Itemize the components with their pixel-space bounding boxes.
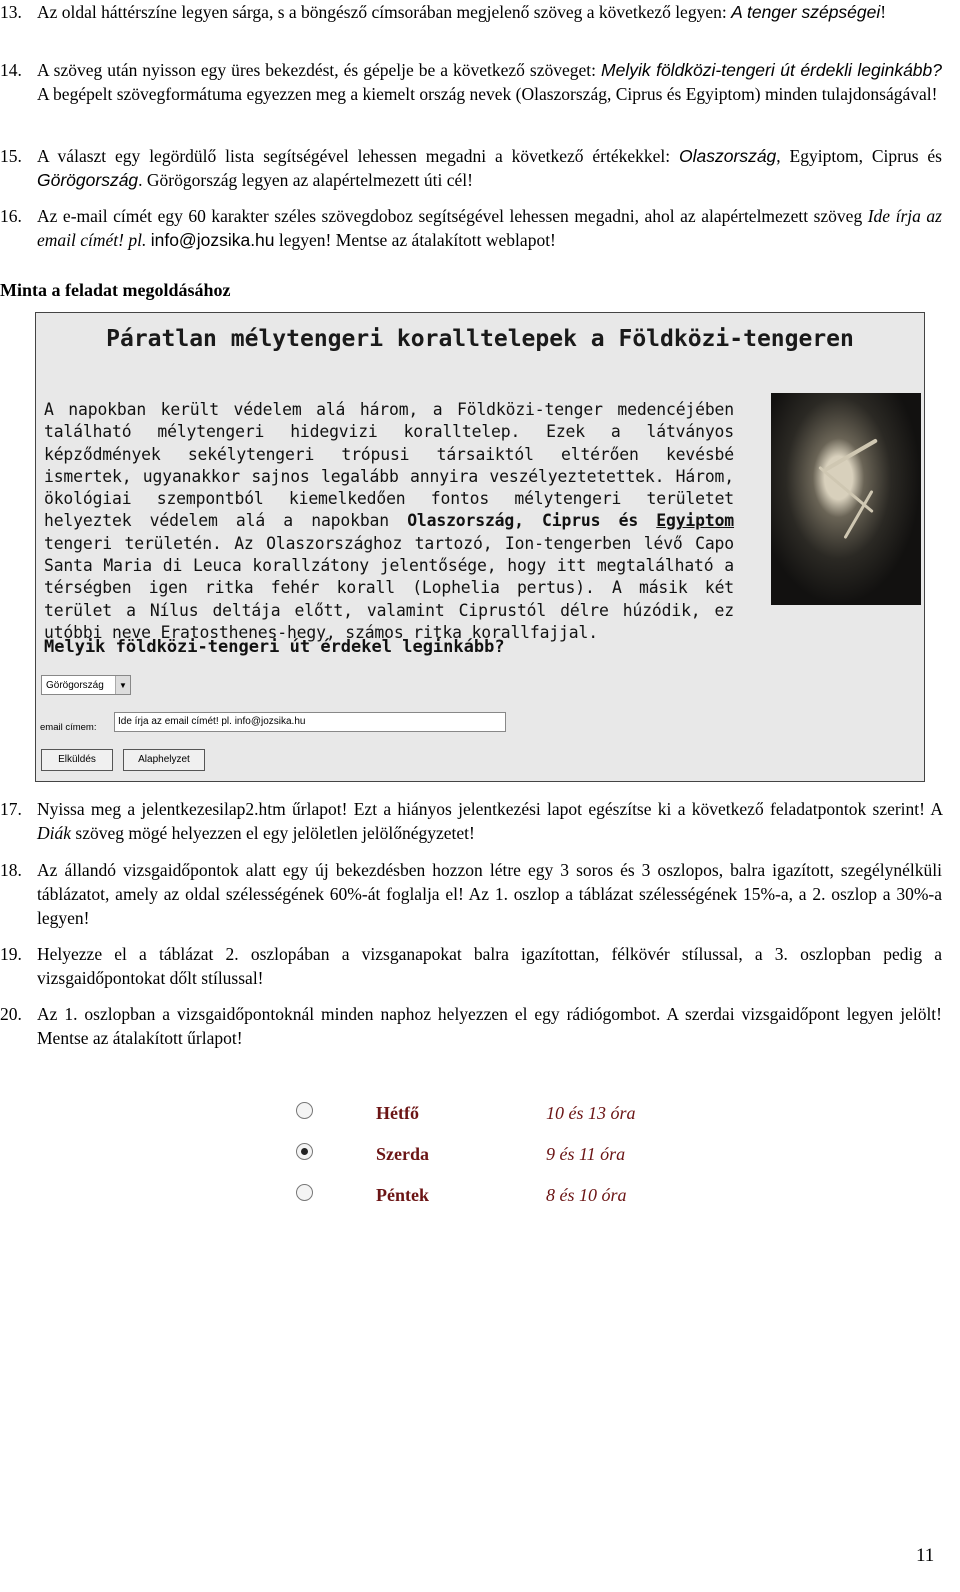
coral-photo: [771, 393, 921, 605]
sample-bold-countries: Olaszország, Ciprus: [407, 511, 601, 531]
task-text-end: szöveg mögé helyezzen el egy jelöletlen jelölőnégyzetet!: [75, 823, 475, 843]
sample-body: [44, 399, 734, 644]
task-13: [0, 0, 942, 24]
table-row: [290, 1174, 636, 1215]
submit-button[interactable]: Elküldés: [41, 749, 113, 771]
sample-screenshot: [35, 312, 925, 782]
time-label: 8 és 10 óra: [546, 1184, 627, 1205]
radio-button-monday[interactable]: [296, 1102, 313, 1119]
task-italic-option: Olaszország: [679, 146, 777, 166]
task-text: A szöveg után nyisson egy üres bekezdést, és gépelje be a következő szöveget:: [37, 60, 597, 80]
sample-body-text: A napokban került védelem alá három, a Földközi-tenger medencéjében található mélytengeri hidegvizi koralltelep. Ezek a látványos képződmények sekélytengeri trópusi társaiktól eltérően kevésbé ismertek, ugyanakkor sajnos legalább annyira veszélyeztetettek. Három, ökológiai szempontból kiemelkedően fontos mélytengeri területet helyeztek védelem alá a napokban: [44, 400, 734, 531]
task-19: [0, 942, 942, 990]
sample-body-text-2: tengeri területén. Az Olaszországhoz tartozó, Ion-tengerben lévő Capo Santa Maria di Leuca korallzátony jelentősége, hogy itt megtalálható a térségben igen ritka fehér korall (Lophelia pertus). A másik két terület a Nílus deltája előtt, valamint Ciprustól délre húzódik, ez utóbbi neve Eratosthenes-hegy, számos ritka korallfajjal.: [44, 533, 734, 642]
task-italic: Diák: [37, 823, 72, 843]
sample-and: és: [618, 511, 639, 531]
task-text-mid: , Egyiptom, Ciprus és: [776, 146, 942, 166]
task-email: info@jozsika.hu: [150, 230, 275, 250]
task-number: 16.: [0, 206, 22, 226]
task-text: Az állandó vizsgaidőpontok alatt egy új bekezdésben hozzon létre egy 3 soros és 3 oszlopos, balra igazított, szegélynélküli táblázatot, amely az oldal szélességének 60%-át foglalja el! Az 1. oszlop a táblázat szélességének 15%-a, a 2. oszlop a 30%-a legyen!: [37, 860, 942, 928]
sample-question: Melyik földközi-tengeri út érdekel leginkább?: [44, 637, 505, 657]
task-15: [0, 144, 942, 192]
task-number: 15.: [0, 146, 22, 166]
task-text-end: . Görögország legyen az alapértelmezett úti cél!: [138, 170, 473, 190]
task-italic: Ide írja az email címét! pl.: [37, 206, 942, 250]
radio-button-wednesday[interactable]: [296, 1143, 313, 1160]
schedule-table: [290, 1092, 636, 1215]
email-input[interactable]: Ide írja az email címét! pl. info@jozsika.hu: [114, 712, 506, 732]
task-italic: Melyik földközi-tengeri út érdekli leginkább?: [601, 60, 943, 80]
task-20: [0, 1002, 942, 1050]
task-text: Az oldal háttérszíne legyen sárga, s a böngésző címsorában megjelenő szöveg a következő legyen:: [37, 2, 727, 22]
task-text: Helyezze el a táblázat 2. oszlopában a vizsganapokat balra igazítottan, félkövér stílussal, a 3. oszlopban pedig a vizsgaidőpontokat dőlt stílussal!: [37, 944, 942, 988]
task-number: 17.: [0, 799, 22, 819]
task-italic: A tenger szépségei: [731, 2, 881, 22]
email-label: email címem:: [40, 722, 97, 733]
task-text: Az 1. oszlopban a vizsgaidőpontoknál minden naphoz helyezzen el egy rádiógombot. A szerdai vizsgaidőpont legyen jelölt! Mentse az átalakított űrlapot!: [37, 1004, 942, 1048]
time-label: 9 és 11 óra: [546, 1143, 626, 1164]
task-17: [0, 797, 942, 845]
radio-button-friday[interactable]: [296, 1184, 313, 1201]
section-heading: Minta a feladat megoldásához: [0, 280, 231, 300]
select-value: Görögország: [46, 680, 104, 691]
day-label: Hétfő: [376, 1102, 419, 1123]
day-label: Péntek: [376, 1184, 429, 1205]
task-18: [0, 858, 942, 930]
page-number: 11: [916, 1545, 935, 1566]
task-number: 19.: [0, 944, 22, 964]
task-text: Nyissa meg a jelentkezesilap2.htm űrlapot! Ezt a hiányos jelentkezési lapot egészítse ki a következő feladatpontok szerint! A: [37, 799, 942, 819]
task-14: [0, 58, 942, 106]
task-number: 20.: [0, 1004, 22, 1024]
task-italic-option: Görögország: [37, 170, 139, 190]
table-row: [290, 1092, 636, 1133]
sample-title: Páratlan mélytengeri koralltelepek a Földközi-tengeren: [106, 326, 854, 352]
day-label: Szerda: [376, 1143, 429, 1164]
task-16: [0, 204, 942, 252]
chevron-down-icon[interactable]: ▼: [115, 676, 130, 694]
task-text: A választ egy legördülő lista segítségével lehessen megadni a következő értékekkel:: [37, 146, 671, 166]
task-number: 14.: [0, 60, 22, 80]
time-label: 10 és 13 óra: [546, 1102, 636, 1123]
task-number: 18.: [0, 860, 22, 880]
task-number: 13.: [0, 2, 22, 22]
task-text-end: !: [880, 2, 887, 22]
task-text-end: A begépelt szövegformátuma egyezzen meg a kiemelt ország nevek (Olaszország, Ciprus és Egyiptom) minden tulajdonságával!: [37, 84, 938, 104]
destination-select[interactable]: [41, 675, 131, 695]
reset-button[interactable]: Alaphelyzet: [123, 749, 205, 771]
task-text-end: legyen! Mentse az átalakított weblapot!: [278, 230, 556, 250]
task-text: Az e-mail címét egy 60 karakter széles szövegdoboz segítségével lehessen megadni, ahol az alapértelmezett szöveg: [37, 206, 863, 226]
sample-bold-egypt: Egyiptom: [656, 511, 735, 531]
table-row: [290, 1133, 636, 1174]
